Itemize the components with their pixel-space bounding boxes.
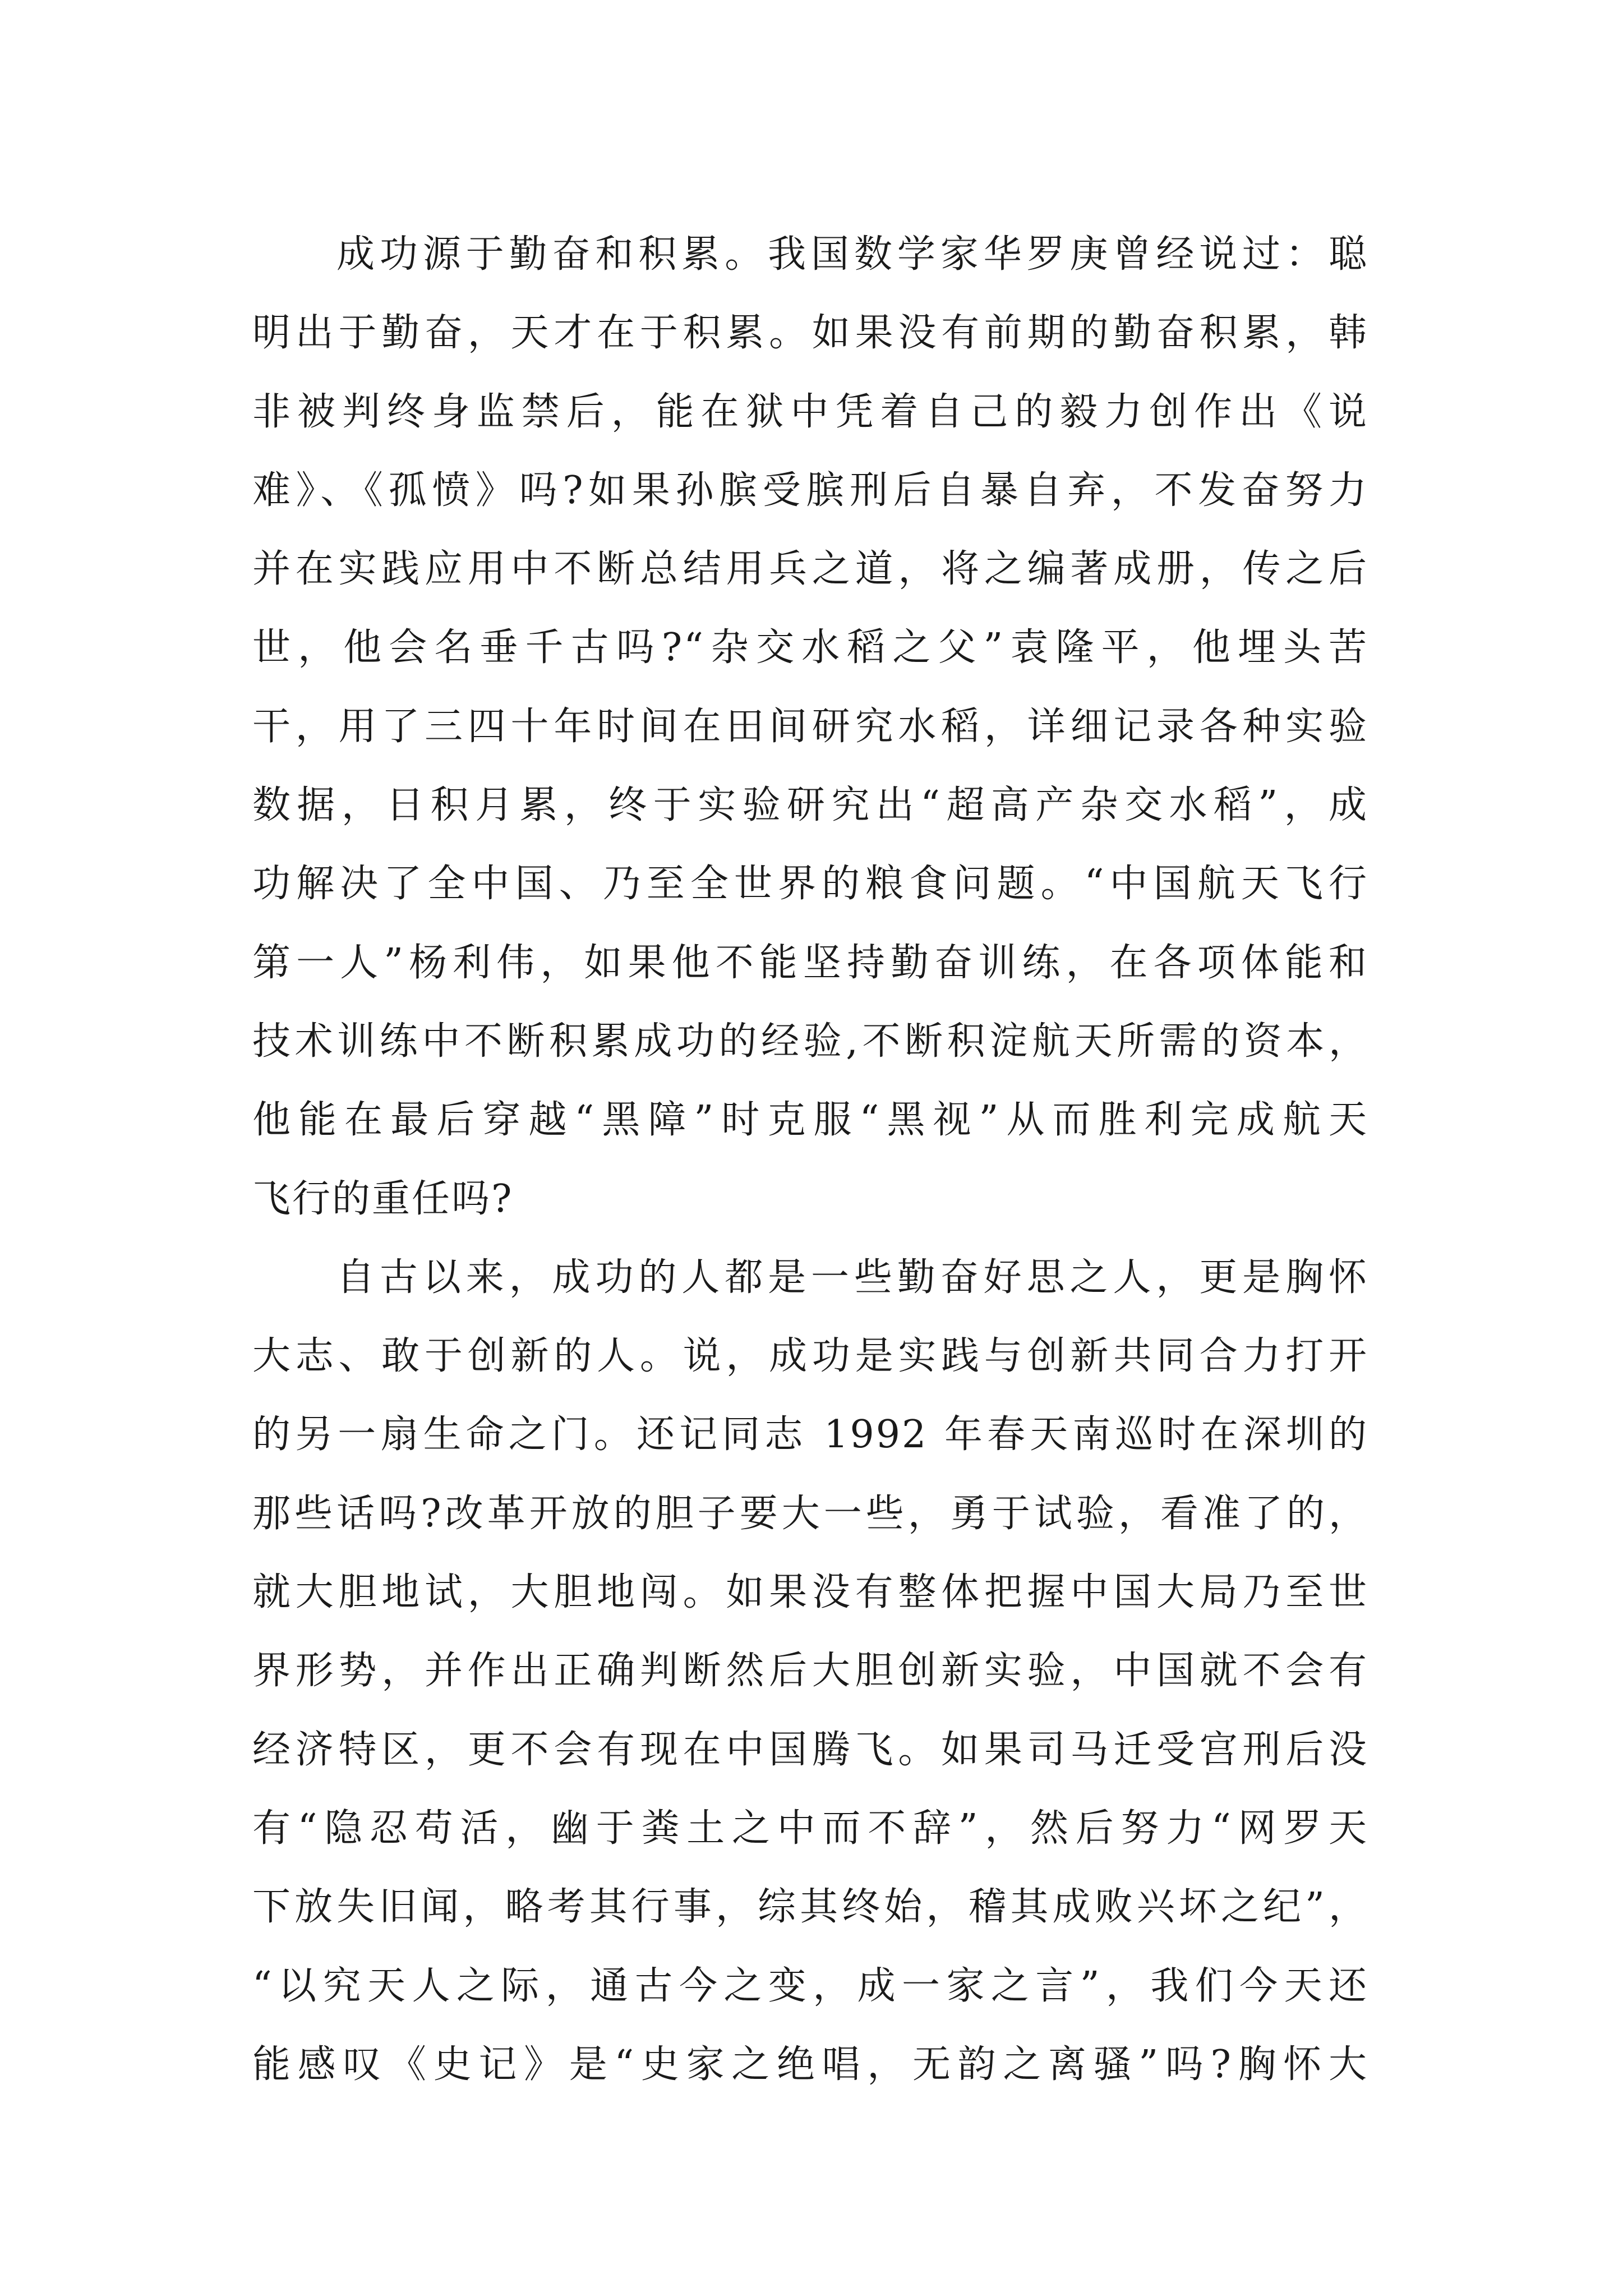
paragraph-2-line-9: 下放失旧闻，略考其行事，综其终始，稽其成败兴坏之纪”， bbox=[252, 1885, 1368, 1930]
paragraph-2-line-5: 就大胆地试，大胆地闯。如果没有整体把握中国大局乃至世 bbox=[252, 1570, 1368, 1615]
paragraph-1-line-6: 世，他会名垂千古吗?“杂交水稻之父”袁隆平，他埋头苦 bbox=[252, 625, 1368, 670]
paragraph-1-line-10: 第一人”杨利伟，如果他不能坚持勤奋训练，在各项体能和 bbox=[252, 940, 1368, 985]
paragraph-2-line-10: “以究天人之际，通古今之变，成一家之言”，我们今天还 bbox=[252, 1963, 1368, 2008]
paragraph-2-line-7: 经济特区，更不会有现在中国腾飞。如果司马迁受宫刑后没 bbox=[252, 1727, 1368, 1772]
paragraph-2-line-4: 那些话吗?改革开放的胆子要大一些，勇于试验，看准了的， bbox=[252, 1491, 1368, 1536]
paragraph-2-line-2: 大志、敢于创新的人。说，成功是实践与创新共同合力打开 bbox=[252, 1334, 1368, 1379]
paragraph-2-line-11: 能感叹《史记》是“史家之绝唱，无韵之离骚”吗?胸怀大 bbox=[252, 2042, 1368, 2087]
paragraph-1-line-13: 飞行的重任吗? bbox=[252, 1176, 514, 1221]
paragraph-1-line-11: 技术训练中不断积累成功的经验,不断积淀航天所需的资本， bbox=[252, 1019, 1368, 1064]
paragraph-2-line-6: 界形势，并作出正确判断然后大胆创新实验，中国就不会有 bbox=[252, 1649, 1368, 1694]
paragraph-1-line-3: 非被判终身监禁后，能在狱中凭着自己的毅力创作出《说 bbox=[252, 389, 1368, 434]
paragraph-1-line-4: 难》、《孤愤》吗?如果孙膑受膑刑后自暴自弃，不发奋努力 bbox=[252, 468, 1368, 513]
body-text bbox=[252, 215, 1368, 2104]
paragraph-1-line-12: 他能在最后穿越“黑障”时克服“黑视”从而胜利完成航天 bbox=[252, 1098, 1368, 1143]
paragraph-1-line-8: 数据，日积月累，终于实验研究出“超高产杂交水稻”，成 bbox=[252, 783, 1368, 828]
paragraph-2-line-8: 有“隐忍苟活，幽于粪土之中而不辞”，然后努力“网罗天 bbox=[252, 1806, 1368, 1851]
paragraph-1-line-9: 功解决了全中国、乃至全世界的粮食问题。“中国航天飞行 bbox=[252, 862, 1368, 907]
paragraph-1-line-7: 干，用了三四十年时间在田间研究水稻，详细记录各种实验 bbox=[252, 704, 1368, 749]
paragraph-2-line-1: 自古以来，成功的人都是一些勤奋好思之人，更是胸怀 bbox=[336, 1255, 1368, 1300]
paragraph-1-line-5: 并在实践应用中不断总结用兵之道，将之编著成册，传之后 bbox=[252, 547, 1368, 592]
paragraph-1-line-1: 成功源于勤奋和积累。我国数学家华罗庚曾经说过：聪 bbox=[336, 232, 1368, 277]
paragraph-2-line-3: 的另一扇生命之门。还记同志 1992 年春天南巡时在深圳的 bbox=[252, 1412, 1368, 1457]
paragraph-1-line-2: 明出于勤奋，天才在于积累。如果没有前期的勤奋积累，韩 bbox=[252, 311, 1368, 356]
